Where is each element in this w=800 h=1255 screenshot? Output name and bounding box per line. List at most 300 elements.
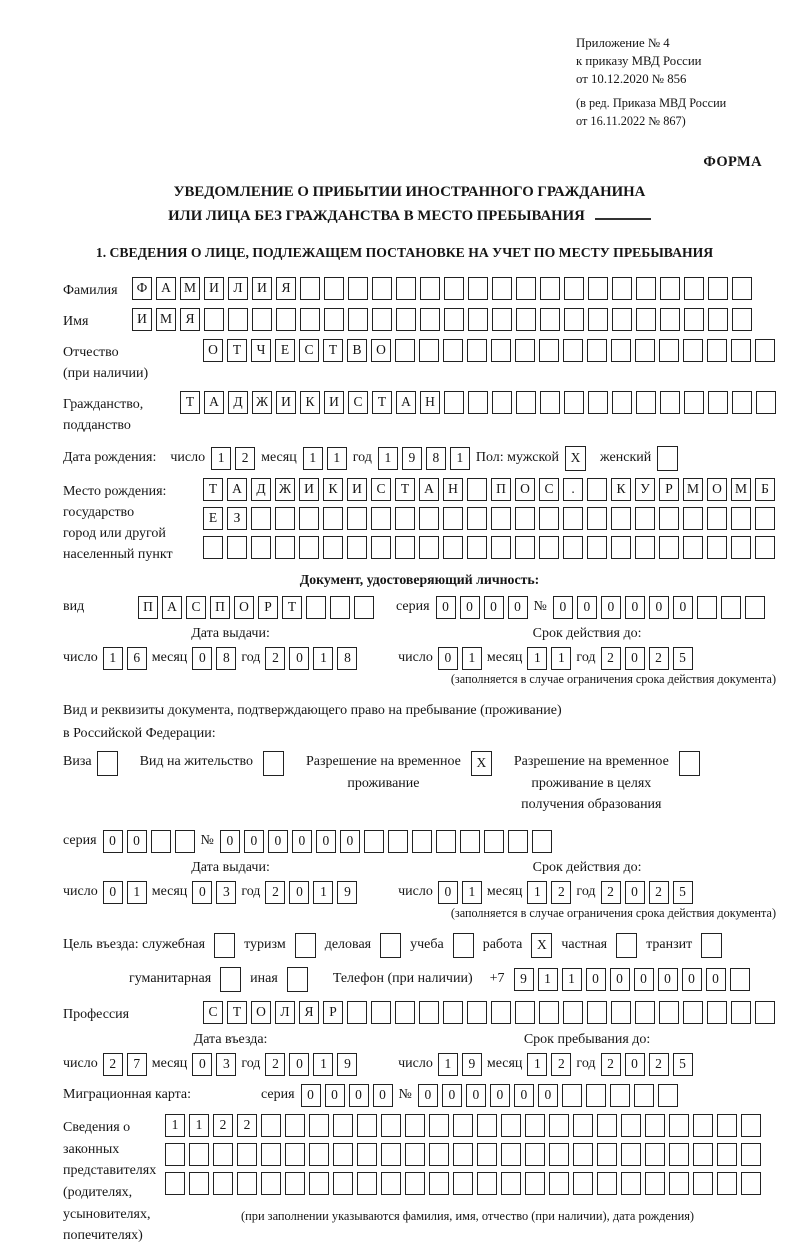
char-cell[interactable] <box>708 391 728 414</box>
char-cell[interactable]: 0 <box>673 596 693 619</box>
purpose-other-checkbox[interactable] <box>287 967 308 992</box>
char-cell[interactable]: 2 <box>213 1114 233 1137</box>
char-cell[interactable] <box>252 308 272 331</box>
char-cell[interactable]: Р <box>659 478 679 501</box>
char-cell[interactable] <box>684 391 704 414</box>
doc-valid-month-input[interactable] <box>527 647 571 670</box>
char-cell[interactable]: 0 <box>268 830 288 853</box>
char-cell[interactable]: 2 <box>551 881 571 904</box>
char-cell[interactable] <box>371 536 391 559</box>
char-cell[interactable]: 1 <box>303 447 323 470</box>
char-cell[interactable] <box>707 536 727 559</box>
char-cell[interactable] <box>396 277 416 300</box>
char-cell[interactable] <box>564 277 584 300</box>
char-cell[interactable] <box>669 1172 689 1195</box>
char-cell[interactable]: 8 <box>426 447 446 470</box>
char-cell[interactable]: П <box>491 478 511 501</box>
residence-issue-day-input[interactable] <box>103 881 147 904</box>
char-cell[interactable]: 0 <box>490 1084 510 1107</box>
char-cell[interactable]: 0 <box>625 647 645 670</box>
char-cell[interactable] <box>419 507 439 530</box>
char-cell[interactable] <box>683 536 703 559</box>
char-cell[interactable]: 0 <box>127 830 147 853</box>
residence-valid-day-input[interactable] <box>438 881 482 904</box>
char-cell[interactable] <box>516 308 536 331</box>
char-cell[interactable] <box>420 277 440 300</box>
char-cell[interactable]: 1 <box>189 1114 209 1137</box>
char-cell[interactable] <box>732 277 752 300</box>
birth-year-input[interactable] <box>378 447 470 470</box>
char-cell[interactable] <box>491 1001 511 1024</box>
char-cell[interactable]: 0 <box>192 881 212 904</box>
char-cell[interactable]: Ч <box>251 339 271 362</box>
char-cell[interactable] <box>443 507 463 530</box>
char-cell[interactable]: Т <box>282 596 302 619</box>
char-cell[interactable] <box>707 339 727 362</box>
char-cell[interactable] <box>731 339 751 362</box>
profession-input[interactable] <box>203 1001 775 1024</box>
char-cell[interactable] <box>540 308 560 331</box>
char-cell[interactable]: 0 <box>438 881 458 904</box>
char-cell[interactable]: А <box>227 478 247 501</box>
char-cell[interactable] <box>755 1001 775 1024</box>
char-cell[interactable]: 0 <box>349 1084 369 1107</box>
birth-day-input[interactable] <box>211 447 255 470</box>
char-cell[interactable]: Д <box>228 391 248 414</box>
char-cell[interactable]: 7 <box>127 1053 147 1076</box>
char-cell[interactable]: К <box>323 478 343 501</box>
char-cell[interactable]: 0 <box>192 1053 212 1076</box>
char-cell[interactable]: И <box>252 277 272 300</box>
char-cell[interactable] <box>539 1001 559 1024</box>
char-cell[interactable]: О <box>203 339 223 362</box>
char-cell[interactable] <box>659 536 679 559</box>
option-temp-residence-education-checkbox[interactable] <box>679 751 700 776</box>
char-cell[interactable]: 1 <box>127 881 147 904</box>
char-cell[interactable]: 0 <box>460 596 480 619</box>
char-cell[interactable] <box>515 507 535 530</box>
char-cell[interactable]: Ж <box>275 478 295 501</box>
char-cell[interactable] <box>564 391 584 414</box>
option-visa-checkbox[interactable] <box>97 751 118 776</box>
doc-issue-year-input[interactable] <box>265 647 357 670</box>
char-cell[interactable]: 0 <box>466 1084 486 1107</box>
char-cell[interactable]: 1 <box>211 447 231 470</box>
char-cell[interactable] <box>275 507 295 530</box>
char-cell[interactable]: 8 <box>216 647 236 670</box>
patronymic-input[interactable] <box>203 339 775 362</box>
migration-number-input[interactable] <box>418 1084 678 1107</box>
char-cell[interactable]: И <box>324 391 344 414</box>
residence-number-input[interactable] <box>220 830 552 853</box>
char-cell[interactable]: Н <box>443 478 463 501</box>
char-cell[interactable]: 0 <box>340 830 360 853</box>
residence-issue-month-input[interactable] <box>192 881 236 904</box>
char-cell[interactable]: 0 <box>103 881 123 904</box>
char-cell[interactable] <box>419 536 439 559</box>
char-cell[interactable]: 0 <box>289 881 309 904</box>
char-cell[interactable]: 1 <box>103 647 123 670</box>
char-cell[interactable] <box>228 308 248 331</box>
doc-type-input[interactable] <box>138 596 374 619</box>
char-cell[interactable]: 3 <box>216 881 236 904</box>
char-cell[interactable]: 2 <box>649 647 669 670</box>
char-cell[interactable]: К <box>611 478 631 501</box>
char-cell[interactable] <box>635 536 655 559</box>
char-cell[interactable] <box>453 1114 473 1137</box>
char-cell[interactable]: 2 <box>551 1053 571 1076</box>
char-cell[interactable] <box>405 1114 425 1137</box>
char-cell[interactable] <box>717 1172 737 1195</box>
option-residence-permit[interactable] <box>140 751 284 776</box>
birthplace-input-row2[interactable] <box>203 507 775 530</box>
char-cell[interactable]: Т <box>227 1001 247 1024</box>
entry-month-input[interactable] <box>192 1053 236 1076</box>
char-cell[interactable]: 0 <box>244 830 264 853</box>
char-cell[interactable] <box>636 391 656 414</box>
purpose-work-checkbox[interactable]: X <box>531 933 552 958</box>
doc-issue-day-input[interactable] <box>103 647 147 670</box>
char-cell[interactable]: А <box>204 391 224 414</box>
char-cell[interactable]: М <box>731 478 751 501</box>
char-cell[interactable] <box>151 830 171 853</box>
char-cell[interactable] <box>484 830 504 853</box>
char-cell[interactable]: Т <box>203 478 223 501</box>
char-cell[interactable] <box>357 1172 377 1195</box>
char-cell[interactable] <box>324 308 344 331</box>
char-cell[interactable] <box>348 308 368 331</box>
doc-number-input[interactable] <box>553 596 765 619</box>
char-cell[interactable] <box>588 391 608 414</box>
char-cell[interactable] <box>467 536 487 559</box>
purpose-private-checkbox[interactable] <box>616 933 637 958</box>
char-cell[interactable]: Т <box>372 391 392 414</box>
char-cell[interactable] <box>323 536 343 559</box>
char-cell[interactable]: Я <box>299 1001 319 1024</box>
char-cell[interactable] <box>395 339 415 362</box>
birth-month-input[interactable] <box>303 447 347 470</box>
char-cell[interactable] <box>309 1172 329 1195</box>
char-cell[interactable] <box>659 507 679 530</box>
char-cell[interactable] <box>573 1172 593 1195</box>
char-cell[interactable]: М <box>180 277 200 300</box>
char-cell[interactable] <box>658 1084 678 1107</box>
char-cell[interactable]: 0 <box>220 830 240 853</box>
char-cell[interactable] <box>444 308 464 331</box>
char-cell[interactable]: 1 <box>527 647 547 670</box>
char-cell[interactable]: 5 <box>673 1053 693 1076</box>
char-cell[interactable] <box>586 1084 606 1107</box>
char-cell[interactable] <box>309 1114 329 1137</box>
char-cell[interactable]: Я <box>276 277 296 300</box>
char-cell[interactable] <box>562 1084 582 1107</box>
char-cell[interactable] <box>635 507 655 530</box>
char-cell[interactable]: 9 <box>514 968 534 991</box>
char-cell[interactable]: С <box>348 391 368 414</box>
char-cell[interactable]: 0 <box>577 596 597 619</box>
char-cell[interactable] <box>491 339 511 362</box>
char-cell[interactable] <box>213 1172 233 1195</box>
char-cell[interactable]: Е <box>275 339 295 362</box>
char-cell[interactable] <box>731 507 751 530</box>
char-cell[interactable] <box>741 1114 761 1137</box>
char-cell[interactable]: 0 <box>316 830 336 853</box>
char-cell[interactable] <box>323 507 343 530</box>
char-cell[interactable] <box>635 339 655 362</box>
option-temp-residence[interactable] <box>306 751 492 794</box>
doc-valid-day-input[interactable] <box>438 647 482 670</box>
char-cell[interactable] <box>611 507 631 530</box>
char-cell[interactable]: С <box>203 1001 223 1024</box>
birthplace-input-row1[interactable] <box>203 478 775 501</box>
char-cell[interactable]: 0 <box>508 596 528 619</box>
doc-issue-month-input[interactable] <box>192 647 236 670</box>
char-cell[interactable]: 0 <box>325 1084 345 1107</box>
char-cell[interactable]: 0 <box>373 1084 393 1107</box>
char-cell[interactable] <box>347 1001 367 1024</box>
char-cell[interactable] <box>395 507 415 530</box>
char-cell[interactable]: 2 <box>601 881 621 904</box>
char-cell[interactable]: 0 <box>192 647 212 670</box>
char-cell[interactable]: Д <box>251 478 271 501</box>
char-cell[interactable]: 0 <box>586 968 606 991</box>
char-cell[interactable] <box>741 1172 761 1195</box>
char-cell[interactable]: У <box>635 478 655 501</box>
char-cell[interactable] <box>645 1172 665 1195</box>
purpose-study-checkbox[interactable] <box>453 933 474 958</box>
char-cell[interactable] <box>540 277 560 300</box>
char-cell[interactable] <box>659 339 679 362</box>
char-cell[interactable] <box>525 1172 545 1195</box>
char-cell[interactable]: 0 <box>634 968 654 991</box>
char-cell[interactable] <box>611 536 631 559</box>
char-cell[interactable]: 0 <box>484 596 504 619</box>
char-cell[interactable] <box>306 596 326 619</box>
char-cell[interactable] <box>732 391 752 414</box>
char-cell[interactable]: 2 <box>649 1053 669 1076</box>
char-cell[interactable] <box>364 830 384 853</box>
char-cell[interactable]: 2 <box>235 447 255 470</box>
char-cell[interactable] <box>587 1001 607 1024</box>
char-cell[interactable]: 0 <box>625 881 645 904</box>
char-cell[interactable] <box>492 277 512 300</box>
char-cell[interactable] <box>372 308 392 331</box>
char-cell[interactable]: И <box>204 277 224 300</box>
char-cell[interactable]: З <box>227 507 247 530</box>
char-cell[interactable]: 0 <box>649 596 669 619</box>
char-cell[interactable] <box>395 1001 415 1024</box>
char-cell[interactable] <box>645 1114 665 1137</box>
char-cell[interactable]: 2 <box>601 647 621 670</box>
char-cell[interactable]: 1 <box>562 968 582 991</box>
char-cell[interactable]: 3 <box>216 1053 236 1076</box>
char-cell[interactable] <box>611 339 631 362</box>
char-cell[interactable]: 1 <box>551 647 571 670</box>
char-cell[interactable] <box>412 830 432 853</box>
char-cell[interactable] <box>636 308 656 331</box>
char-cell[interactable] <box>275 536 295 559</box>
char-cell[interactable] <box>539 339 559 362</box>
char-cell[interactable] <box>354 596 374 619</box>
char-cell[interactable] <box>299 536 319 559</box>
char-cell[interactable] <box>755 536 775 559</box>
char-cell[interactable]: 2 <box>649 881 669 904</box>
char-cell[interactable]: 1 <box>462 881 482 904</box>
char-cell[interactable] <box>588 308 608 331</box>
entry-day-input[interactable] <box>103 1053 147 1076</box>
char-cell[interactable] <box>597 1172 617 1195</box>
char-cell[interactable]: Ф <box>132 277 152 300</box>
char-cell[interactable] <box>612 308 632 331</box>
char-cell[interactable]: О <box>371 339 391 362</box>
char-cell[interactable] <box>419 339 439 362</box>
char-cell[interactable]: 0 <box>682 968 702 991</box>
char-cell[interactable] <box>508 830 528 853</box>
char-cell[interactable]: П <box>210 596 230 619</box>
legal-reps-input-row1[interactable] <box>165 1114 761 1137</box>
char-cell[interactable] <box>532 830 552 853</box>
char-cell[interactable] <box>660 308 680 331</box>
birthplace-input-row3[interactable] <box>203 536 775 559</box>
char-cell[interactable]: И <box>276 391 296 414</box>
residence-issue-year-input[interactable] <box>265 881 357 904</box>
char-cell[interactable] <box>573 1114 593 1137</box>
char-cell[interactable] <box>300 308 320 331</box>
char-cell[interactable]: 1 <box>438 1053 458 1076</box>
option-visa[interactable] <box>63 751 118 776</box>
char-cell[interactable] <box>492 391 512 414</box>
char-cell[interactable]: 0 <box>610 968 630 991</box>
char-cell[interactable] <box>396 308 416 331</box>
purpose-sluzhebnaya-checkbox[interactable] <box>214 933 235 958</box>
char-cell[interactable] <box>347 536 367 559</box>
char-cell[interactable]: 0 <box>442 1084 462 1107</box>
char-cell[interactable]: 2 <box>601 1053 621 1076</box>
char-cell[interactable] <box>693 1114 713 1137</box>
char-cell[interactable]: А <box>396 391 416 414</box>
char-cell[interactable] <box>515 1001 535 1024</box>
char-cell[interactable] <box>492 308 512 331</box>
char-cell[interactable] <box>468 308 488 331</box>
char-cell[interactable] <box>467 507 487 530</box>
char-cell[interactable] <box>261 1114 281 1137</box>
char-cell[interactable]: 0 <box>658 968 678 991</box>
citizenship-input[interactable] <box>180 391 776 414</box>
char-cell[interactable] <box>324 277 344 300</box>
char-cell[interactable]: Я <box>180 308 200 331</box>
char-cell[interactable] <box>300 277 320 300</box>
char-cell[interactable] <box>333 1114 353 1137</box>
char-cell[interactable] <box>501 1172 521 1195</box>
char-cell[interactable]: 9 <box>337 881 357 904</box>
char-cell[interactable]: О <box>707 478 727 501</box>
surname-input[interactable] <box>132 277 752 300</box>
char-cell[interactable] <box>381 1172 401 1195</box>
purpose-humanitarian-checkbox[interactable] <box>220 967 241 992</box>
char-cell[interactable]: М <box>156 308 176 331</box>
legal-reps-input-row3[interactable] <box>165 1172 761 1195</box>
char-cell[interactable] <box>634 1084 654 1107</box>
char-cell[interactable] <box>563 339 583 362</box>
doc-seriya-input[interactable] <box>436 596 528 619</box>
char-cell[interactable]: А <box>156 277 176 300</box>
char-cell[interactable] <box>381 1114 401 1137</box>
char-cell[interactable] <box>610 1084 630 1107</box>
char-cell[interactable]: И <box>132 308 152 331</box>
char-cell[interactable] <box>564 308 584 331</box>
char-cell[interactable] <box>460 830 480 853</box>
migration-seriya-input[interactable] <box>301 1084 393 1107</box>
char-cell[interactable] <box>745 596 765 619</box>
char-cell[interactable]: 9 <box>402 447 422 470</box>
char-cell[interactable] <box>621 1172 641 1195</box>
stay-month-input[interactable] <box>527 1053 571 1076</box>
char-cell[interactable] <box>468 391 488 414</box>
char-cell[interactable] <box>405 1172 425 1195</box>
char-cell[interactable] <box>189 1172 209 1195</box>
char-cell[interactable] <box>388 830 408 853</box>
char-cell[interactable]: 0 <box>538 1084 558 1107</box>
char-cell[interactable]: 0 <box>103 830 123 853</box>
phone-input[interactable] <box>514 968 750 991</box>
char-cell[interactable] <box>660 391 680 414</box>
char-cell[interactable] <box>587 478 607 501</box>
char-cell[interactable]: 0 <box>514 1084 534 1107</box>
char-cell[interactable] <box>477 1114 497 1137</box>
char-cell[interactable] <box>721 596 741 619</box>
char-cell[interactable] <box>587 536 607 559</box>
char-cell[interactable] <box>204 308 224 331</box>
char-cell[interactable]: 0 <box>601 596 621 619</box>
char-cell[interactable]: О <box>251 1001 271 1024</box>
char-cell[interactable] <box>660 277 680 300</box>
char-cell[interactable] <box>539 507 559 530</box>
char-cell[interactable] <box>285 1114 305 1137</box>
gender-female-checkbox[interactable] <box>657 446 678 471</box>
char-cell[interactable] <box>333 1172 353 1195</box>
char-cell[interactable]: Б <box>755 478 775 501</box>
char-cell[interactable] <box>491 507 511 530</box>
purpose-business-checkbox[interactable] <box>380 933 401 958</box>
char-cell[interactable] <box>491 536 511 559</box>
char-cell[interactable] <box>443 339 463 362</box>
residence-valid-year-input[interactable] <box>601 881 693 904</box>
char-cell[interactable]: К <box>300 391 320 414</box>
char-cell[interactable] <box>436 830 456 853</box>
char-cell[interactable] <box>444 391 464 414</box>
char-cell[interactable] <box>717 1114 737 1137</box>
char-cell[interactable] <box>587 507 607 530</box>
char-cell[interactable] <box>501 1114 521 1137</box>
gender-male-checkbox[interactable]: X <box>565 446 586 471</box>
char-cell[interactable] <box>468 277 488 300</box>
char-cell[interactable]: В <box>347 339 367 362</box>
char-cell[interactable]: 1 <box>462 647 482 670</box>
char-cell[interactable]: 2 <box>265 647 285 670</box>
char-cell[interactable] <box>621 1114 641 1137</box>
char-cell[interactable] <box>684 277 704 300</box>
char-cell[interactable] <box>588 277 608 300</box>
char-cell[interactable] <box>429 1114 449 1137</box>
char-cell[interactable]: 1 <box>313 1053 333 1076</box>
char-cell[interactable] <box>731 1001 751 1024</box>
char-cell[interactable]: 1 <box>527 881 547 904</box>
char-cell[interactable] <box>467 339 487 362</box>
char-cell[interactable]: 9 <box>462 1053 482 1076</box>
char-cell[interactable] <box>563 536 583 559</box>
char-cell[interactable]: 0 <box>292 830 312 853</box>
char-cell[interactable] <box>276 308 296 331</box>
